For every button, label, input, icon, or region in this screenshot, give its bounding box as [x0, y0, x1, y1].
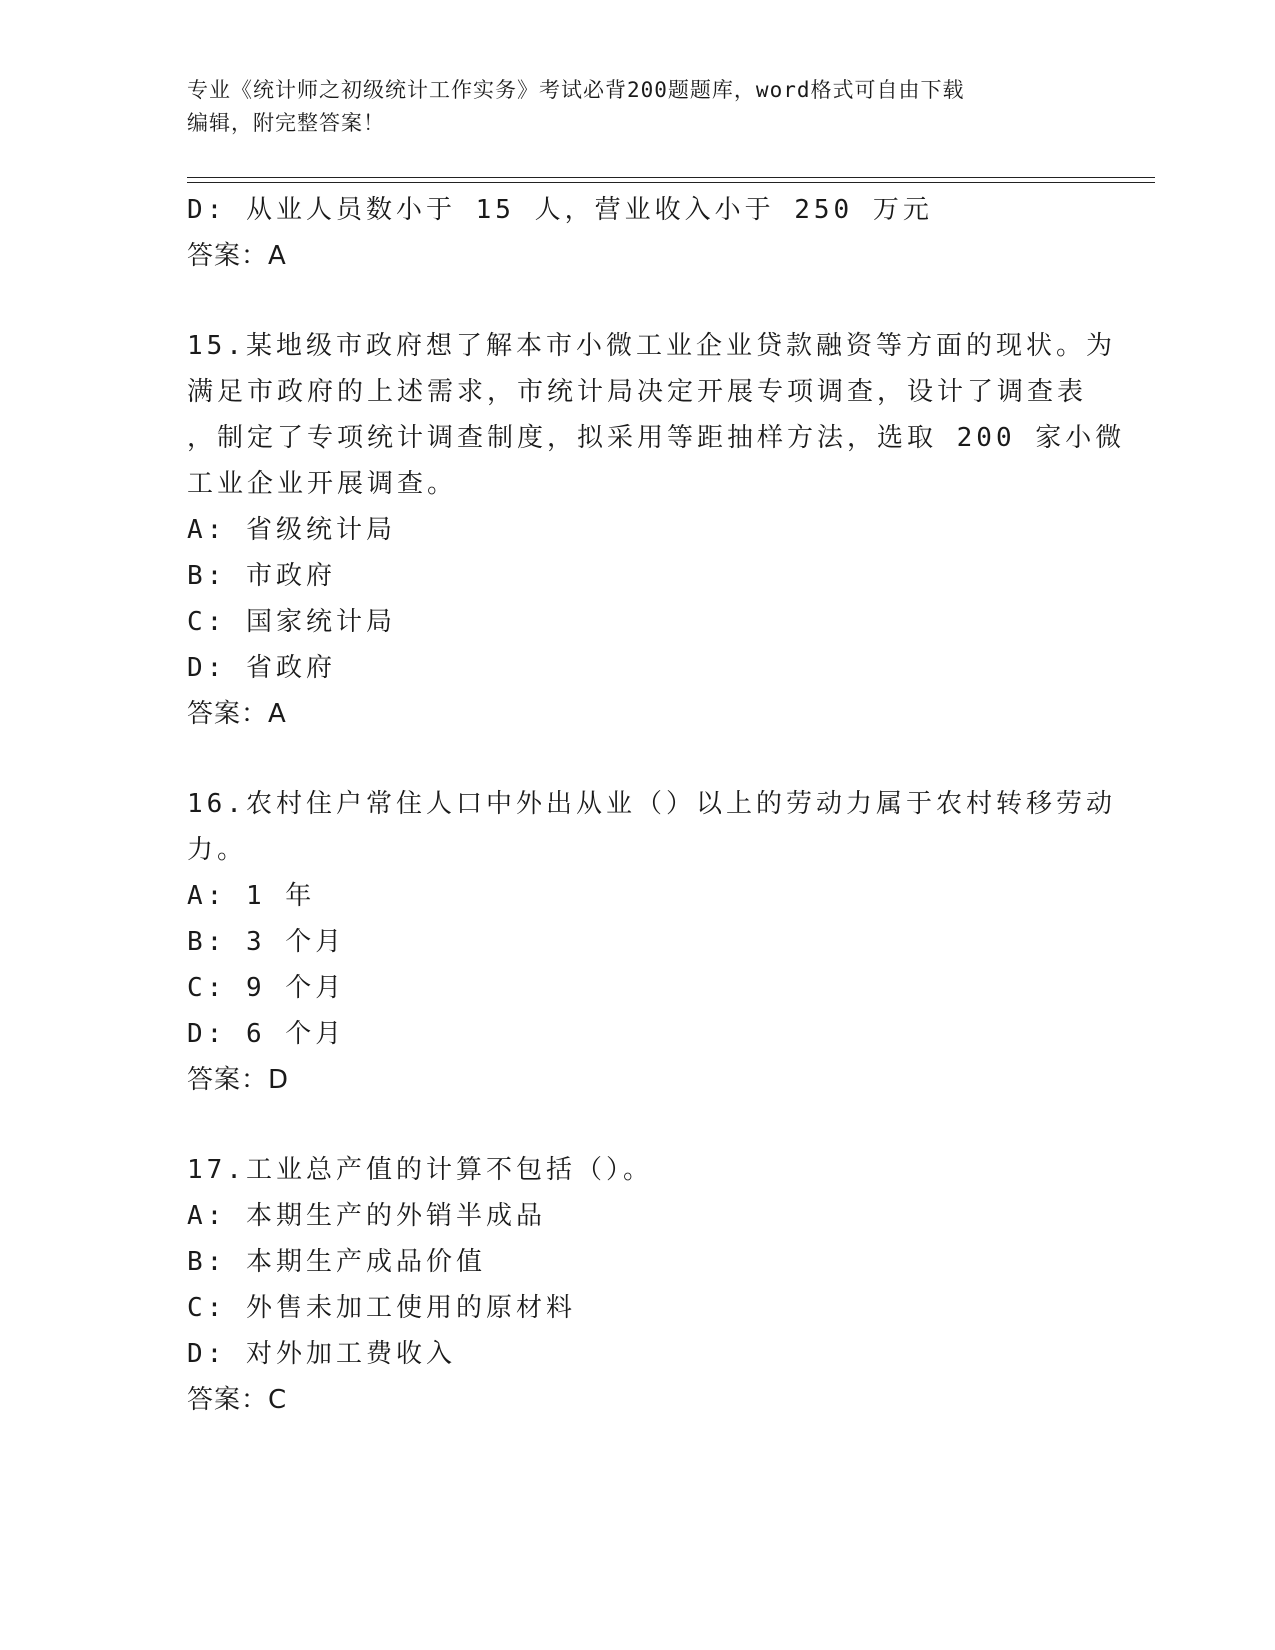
- question-text: 15.某地级市政府想了解本市小微工业企业贷款融资等方面的现状。为: [187, 331, 1116, 361]
- answer: 答案：D: [187, 1065, 290, 1095]
- option-c: C: 外售未加工使用的原材料: [187, 1293, 576, 1323]
- question-text: 满足市政府的上述需求，市统计局决定开展专项调查，设计了调查表: [187, 377, 1088, 407]
- option-b: B: 市政府: [187, 561, 336, 591]
- option-a: A: 1 年: [187, 881, 316, 911]
- answer: 答案：C: [187, 1385, 288, 1415]
- question-text: 工业企业开展调查。: [187, 469, 458, 499]
- question-text: 力。: [187, 835, 248, 865]
- option-d: D: 对外加工费收入: [187, 1339, 456, 1369]
- option-a: A: 本期生产的外销半成品: [187, 1201, 546, 1231]
- header-divider-top: [187, 177, 1155, 178]
- document-body: [187, 187, 1126, 1423]
- option-a: A: 省级统计局: [187, 515, 396, 545]
- option-d: D: 6 个月: [187, 1019, 346, 1049]
- option-b: B: 3 个月: [187, 927, 346, 957]
- spacer: [187, 279, 1087, 323]
- question-text: 16.农村住户常住人口中外出从业（）以上的劳动力属于农村转移劳动: [187, 789, 1116, 819]
- option-d: D: 省政府: [187, 653, 336, 683]
- spacer: [187, 737, 1087, 781]
- document-header: [187, 74, 1087, 140]
- question-16: [187, 781, 1116, 1103]
- answer: 答案：A: [187, 699, 287, 729]
- header-line-2: 编辑，附完整答案！: [187, 111, 385, 135]
- option-d: D: 从业人员数小于 15 人，营业收入小于 250 万元: [187, 195, 933, 225]
- spacer: [187, 1103, 1087, 1147]
- question-15: [187, 323, 1126, 737]
- option-c: C: 9 个月: [187, 973, 346, 1003]
- option-b: B: 本期生产成品价值: [187, 1247, 486, 1277]
- question-text: ，制定了专项统计调查制度，拟采用等距抽样方法，选取 200 家小微: [187, 423, 1126, 453]
- question-17: [187, 1147, 1087, 1423]
- answer: 答案：A: [187, 241, 287, 271]
- header-line-1: 专业《统计师之初级统计工作实务》考试必背200题题库，word格式可自由下载: [187, 78, 965, 102]
- question-fragment: [187, 187, 1087, 279]
- question-text: 17.工业总产值的计算不包括（）。: [187, 1155, 653, 1185]
- header-divider-bottom: [187, 182, 1155, 183]
- option-c: C: 国家统计局: [187, 607, 396, 637]
